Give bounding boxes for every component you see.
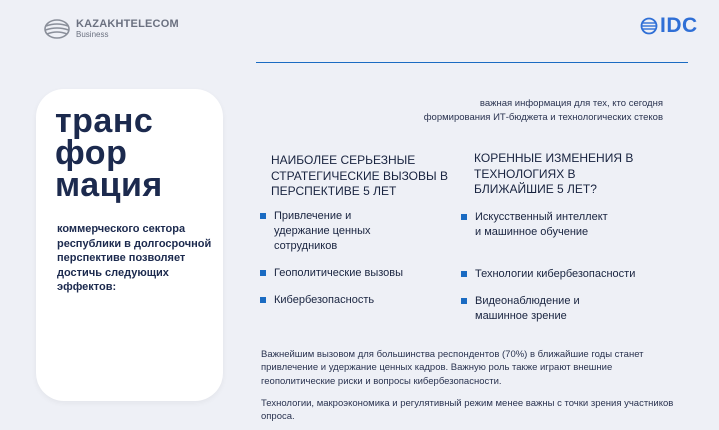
brand-name: KAZAKHTELECOM <box>76 18 179 30</box>
list-item-text: Искусственный интеллект и машинное обучение <box>475 211 608 238</box>
list-item <box>260 293 440 308</box>
summary-paragraph: Важнейшим вызовом для большинства респондентов (70%) в ближайшие годы станет привлечение и удержание ценных кадров. Важную роль также играют внешние геополитические риски и вопросы кибербезопасности. <box>261 349 644 387</box>
card-title-line: мация <box>55 166 163 204</box>
bullet-icon <box>461 271 467 277</box>
header-divider <box>256 62 688 63</box>
bullet-icon <box>260 270 266 276</box>
list-item <box>461 210 611 240</box>
globe-icon <box>44 19 70 39</box>
summary-paragraph: Технологии, макроэкономика и регулятивный режим менее важны с точки зрения участников опроса. <box>261 398 674 423</box>
transformation-card <box>36 89 223 401</box>
card-title <box>55 102 163 204</box>
list-item-text: Видеонаблюдение и машинное зрение <box>475 295 580 322</box>
kazakhtelecom-logo <box>44 19 179 39</box>
challenges-heading: НАИБОЛЕЕ СЕРЬЕЗНЫЕ СТРАТЕГИЧЕСКИЕ ВЫЗОВЫ В ПЕРСПЕКТИВЕ 5 ЛЕТ <box>271 153 448 198</box>
idc-text: IDC <box>660 14 698 37</box>
card-title-line: фор <box>55 134 128 172</box>
list-item <box>260 266 440 281</box>
card-title-line: транс <box>55 102 154 140</box>
list-item-text: Геополитические вызовы <box>274 267 404 279</box>
info-note: важная информация для тех, кто сегодня формирования ИТ-бюджета и технологических стеков <box>423 98 663 123</box>
list-item-text: Кибербезопасность <box>274 294 375 306</box>
bullet-icon <box>461 298 467 304</box>
list-item-text: Технологии кибербезопасности <box>475 268 636 280</box>
list-item <box>260 209 400 254</box>
card-text: коммерческого сектора республики в долгосрочной перспективе позволяет достичь следующих эффектов: <box>57 223 212 294</box>
bullet-icon <box>461 214 467 220</box>
list-item <box>461 267 661 282</box>
list-item-text: Привлечение и удержание ценных сотрудников <box>274 210 371 252</box>
bullet-icon <box>260 297 266 303</box>
brand-sub: Business <box>76 30 109 39</box>
tech-changes-heading: КОРЕННЫЕ ИЗМЕНЕНИЯ В ТЕХНОЛОГИЯХ В БЛИЖАЙШИЕ 5 ЛЕТ? <box>474 151 634 196</box>
bullet-icon <box>260 213 266 219</box>
idc-logo <box>640 14 698 38</box>
list-item <box>461 294 601 324</box>
idc-mark-icon <box>640 17 658 35</box>
